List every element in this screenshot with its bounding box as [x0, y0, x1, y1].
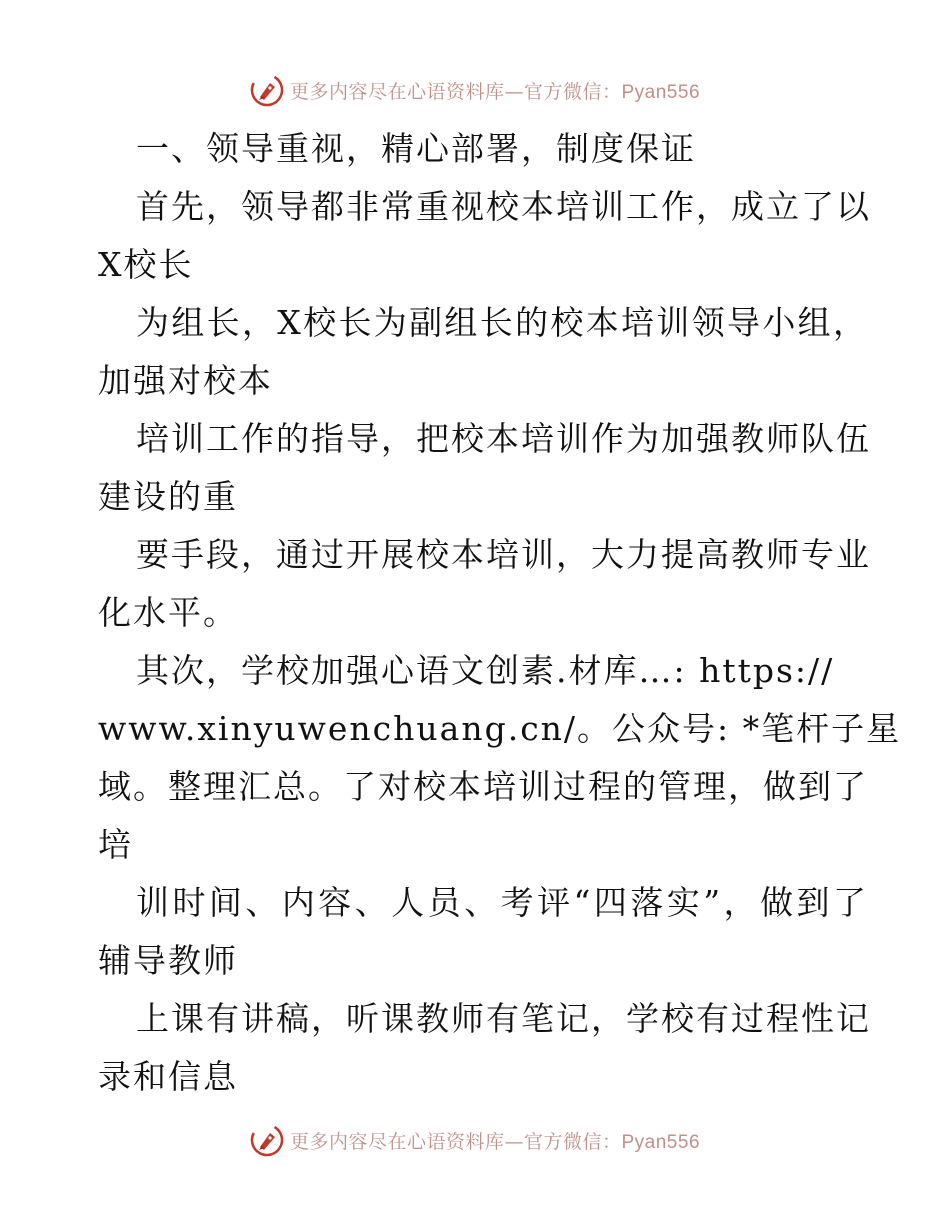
watermark-wechat-id: Pyan556: [621, 1131, 701, 1153]
section-heading: 一、领导重视，精心部署，制度保证: [136, 129, 696, 168]
paragraph-line: 要手段，通过开展校本培训，大力提高教师专业: [136, 535, 871, 574]
paragraph-line: 为组长，X校长为副组长的校本培训领导小组，: [136, 303, 868, 342]
paragraph-line: 域。整理汇总。了对校本培训过程的管理，做到了: [98, 767, 868, 806]
paragraph-line: 建设的重: [98, 477, 238, 516]
watermark-text: [290, 77, 700, 104]
paragraph-line: 培: [98, 825, 133, 864]
paragraph-line: 训时间、内容、人员、考评“四落实”，做到了: [136, 883, 868, 922]
paragraph-line: 加强对校本: [98, 361, 273, 400]
document-body: [98, 120, 902, 1106]
paragraph-line: 上课有讲稿，听课教师有笔记，学校有过程性记: [136, 999, 871, 1038]
watermark-label: 更多内容尽在心语资料库—官方微信：: [289, 1130, 622, 1153]
paragraph-line: 培训工作的指导，把校本培训作为加强教师队伍: [136, 419, 871, 458]
paragraph-line: 录和信息: [98, 1057, 238, 1096]
watermark-text: [290, 1127, 700, 1154]
pen-nib-logo-icon: [250, 73, 284, 107]
header-watermark: [0, 70, 950, 110]
watermark-wechat-id: Pyan556: [621, 81, 701, 103]
paragraph-line: 首先，领导都非常重视校本培训工作，成立了以: [136, 187, 871, 226]
paragraph-line: 化水平。: [98, 593, 238, 632]
watermark-label: 更多内容尽在心语资料库—官方微信：: [289, 80, 622, 103]
paragraph-line: X校长: [98, 245, 194, 284]
pen-nib-logo-icon: [250, 1123, 284, 1157]
paragraph-line: 其次，学校加强心语文创素.材库…: https://: [136, 651, 835, 690]
footer-watermark: [0, 1120, 950, 1160]
paragraph-line: www.xinyuwenchuang.cn/。公众号: *笔杆子星: [98, 709, 902, 748]
paragraph-line: 辅导教师: [98, 941, 238, 980]
